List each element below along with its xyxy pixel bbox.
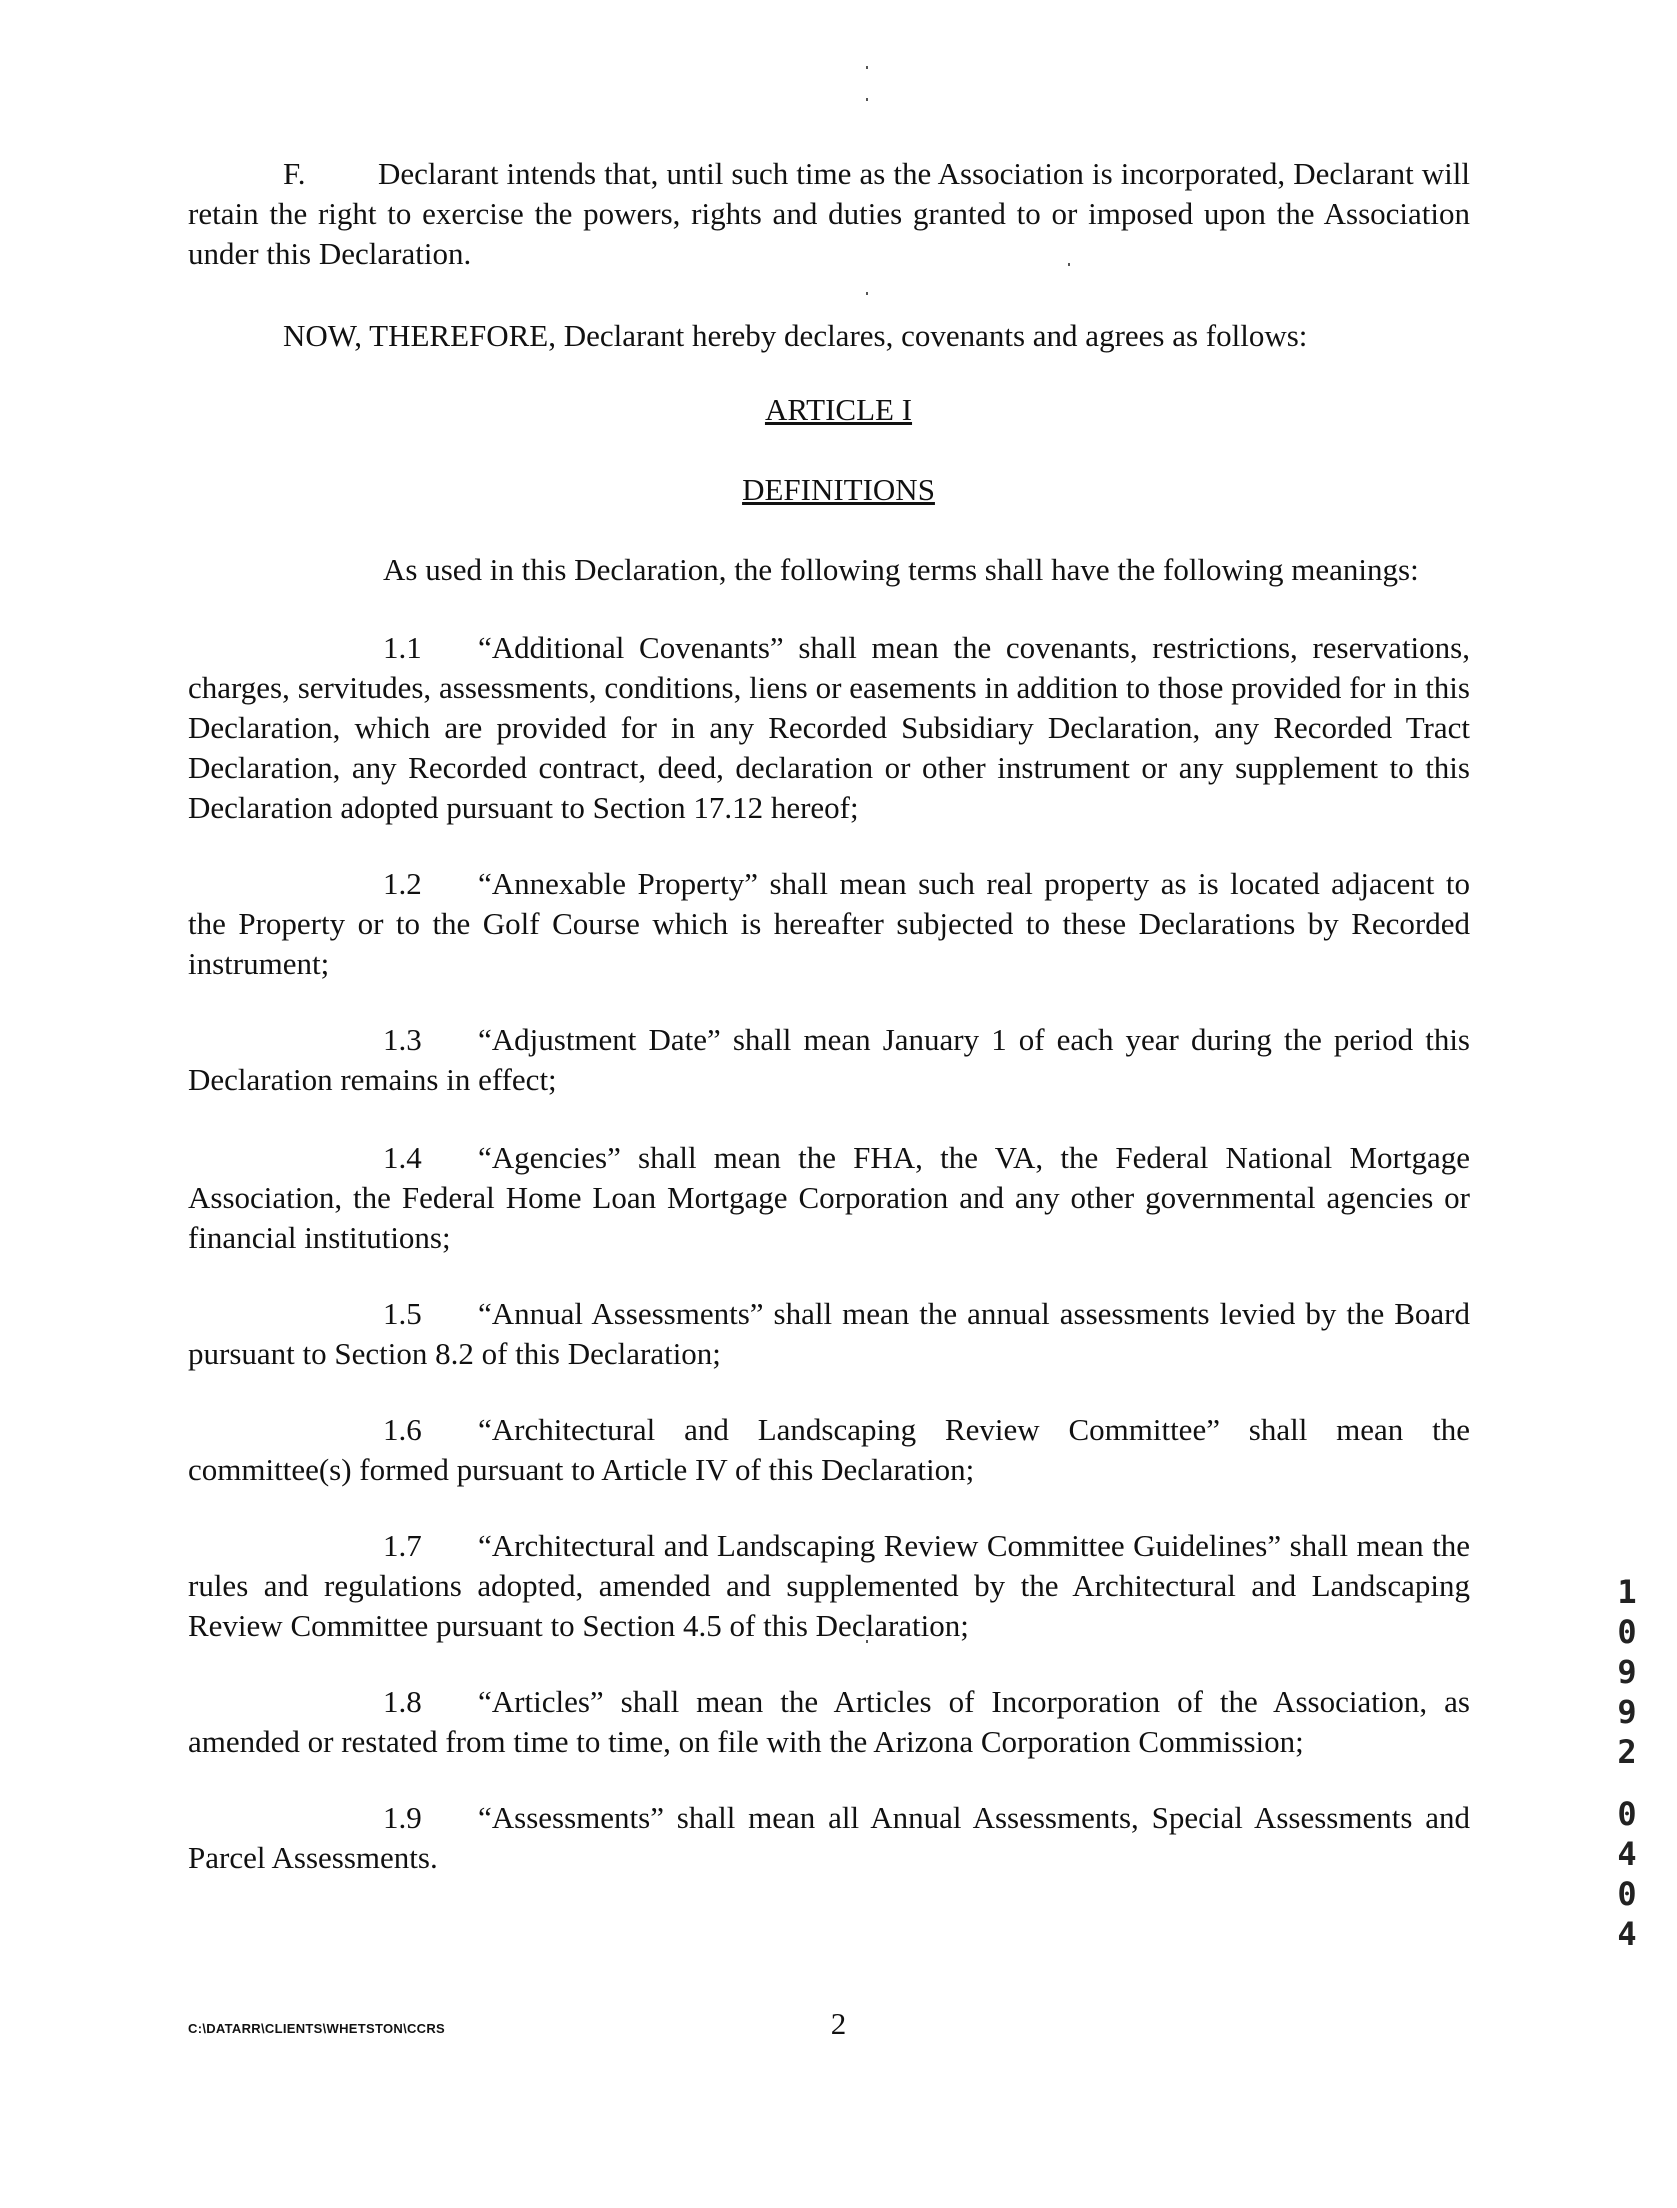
stamp-digit: 4 [1617,1835,1637,1873]
definition-number: 1.9 [383,1800,422,1835]
scan-speck [866,66,868,69]
paragraph-label: F. [283,156,306,191]
definition-1-5 [188,1294,1470,1374]
definition-text: “Annexable Property” shall mean such real property as is located adjacent to the Property or to the Golf Course which is hereafter subjected to these Declarations by Recorded instrument; [188,866,1470,981]
definition-text: “Annual Assessments” shall mean the annual assessments levied by the Board pursuant to Section 8.2 of this Declaration; [188,1296,1470,1371]
definition-number: 1.6 [383,1412,422,1447]
paragraph-text: Declarant intends that, until such time as the Association is incorporated, Declarant will retain the right to exercise the powers, rights and duties granted to or imposed upon the Association under this Declaration. [188,156,1470,271]
definition-text: “Additional Covenants” shall mean the covenants, restrictions, reservations, charges, servitudes, assessments, conditions, liens or easements in addition to those provided for in this Declaration, which are provided for in any Recorded Subsidiary Declaration, any Recorded Tract Declaration, any Recorded contract, deed, declaration or other instrument or any supplement to this Declaration adopted pursuant to Section 17.12 hereof; [188,630,1470,825]
definition-1-6 [188,1410,1470,1490]
paragraph-f [188,154,1470,274]
definition-1-8 [188,1682,1470,1762]
definition-number: 1.2 [383,866,422,901]
stamp-digit: 0 [1617,1613,1637,1651]
definition-text: “Agencies” shall mean the FHA, the VA, the Federal National Mortgage Association, the Federal Home Loan Mortgage Corporation and any other governmental agencies or financial institutions; [188,1140,1470,1255]
stamp-digit: 4 [1617,1915,1637,1953]
definition-number: 1.7 [383,1528,422,1563]
definition-number: 1.3 [383,1022,422,1057]
definition-1-1 [188,628,1470,828]
paragraph-text: NOW, THEREFORE, Declarant hereby declares, covenants and agrees as follows: [283,318,1308,353]
stamp-digit: 0 [1617,1795,1637,1833]
stamp-digit: 2 [1617,1733,1637,1771]
definition-text: “Articles” shall mean the Articles of Incorporation of the Association, as amended or restated from time to time, on file with the Arizona Corporation Commission; [188,1684,1470,1759]
scan-speck [866,292,868,295]
definition-number: 1.5 [383,1296,422,1331]
stamp-digit: 0 [1617,1875,1637,1913]
definition-1-9 [188,1798,1470,1878]
definitions-heading: DEFINITIONS [742,472,935,507]
page-number: 2 [830,2006,847,2041]
stamp-digit: 9 [1617,1653,1637,1691]
definition-1-4 [188,1138,1470,1258]
definition-number: 1.1 [383,630,422,665]
article-heading: ARTICLE I [764,392,913,427]
definitions-intro [188,550,1470,590]
recording-number-stamp [1612,1572,1642,1954]
definition-text: “Assessments” shall mean all Annual Assessments, Special Assessments and Parcel Assessments. [188,1800,1470,1875]
definition-number: 1.8 [383,1684,422,1719]
definition-1-7 [188,1526,1470,1646]
definition-text: “Architectural and Landscaping Review Committee Guidelines” shall mean the rules and regulations adopted, amended and supplemented by the Architectural and Landscaping Review Committee pursuant to Section 4.5 of this Declaration; [188,1528,1470,1643]
definition-text: “Architectural and Landscaping Review Committee” shall mean the committee(s) formed pursuant to Article IV of this Declaration; [188,1412,1470,1487]
stamp-digit: 9 [1617,1693,1637,1731]
definition-1-3 [188,1020,1470,1100]
footer-file-path: C:\DATARR\CLIENTS\WHETSTON\CCRS [188,2021,446,2036]
now-therefore-paragraph [188,316,1470,356]
stamp-digit: 1 [1617,1573,1637,1611]
paragraph-text: As used in this Declaration, the following terms shall have the following meanings: [383,552,1419,587]
scan-speck [866,98,868,101]
definition-text: “Adjustment Date” shall mean January 1 of each year during the period this Declaration remains in effect; [188,1022,1470,1097]
definition-1-2 [188,864,1470,984]
definition-number: 1.4 [383,1140,422,1175]
